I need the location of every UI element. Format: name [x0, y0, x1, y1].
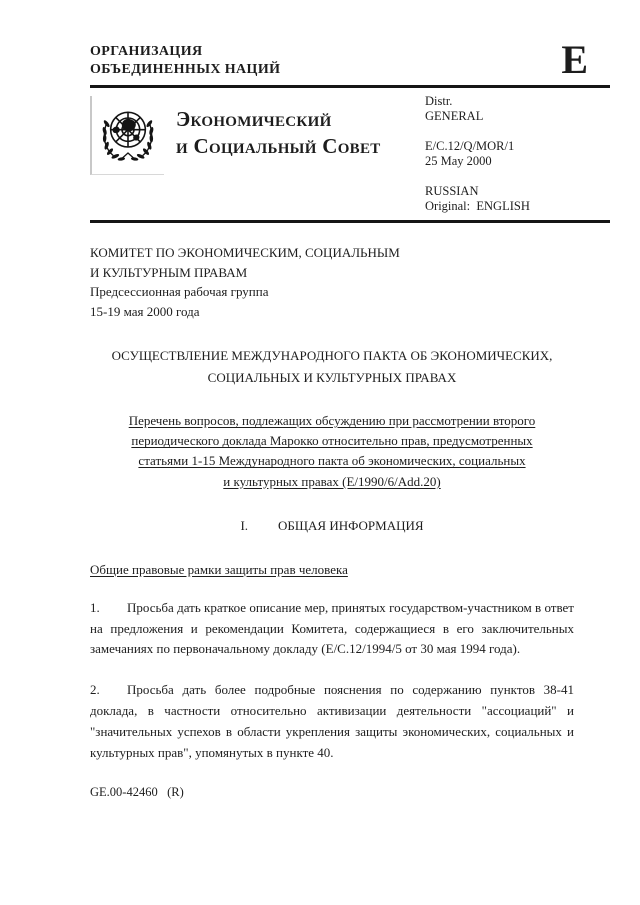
distr-label: Distr.	[425, 94, 453, 108]
document-title	[90, 345, 574, 389]
paragraph-2	[90, 680, 574, 763]
org-name-line2: ОБЪЕДИНЕННЫХ НАЦИЙ	[90, 61, 281, 77]
document-reference: GE.00-42460 (R)	[90, 785, 184, 799]
document-language: RUSSIAN	[425, 184, 479, 198]
committee-line1: КОМИТЕТ ПО ЭКОНОМИЧЕСКИМ, СОЦИАЛЬНЫМ	[90, 245, 400, 260]
un-emblem-icon	[90, 96, 164, 175]
subtitle-line: периодического доклада Марокко относительно прав, предусмотренных	[131, 433, 533, 449]
masthead	[90, 37, 610, 82]
symbol-group	[425, 139, 530, 169]
section-numeral: I.	[240, 517, 249, 533]
org-name	[90, 43, 280, 78]
paragraph-text: Просьба дать более подробные пояснения по содержанию пунктов 38-41 доклада, в частности относительно активизации деятельности "ассоциаций" и "значительных успехов в области укрепления защиты экономических, социальных и культурных прав", упомянутых в пункте 40.	[90, 682, 574, 760]
subtitle-line: Перечень вопросов, подлежащих обсуждению при рассмотрении второго	[128, 413, 536, 429]
subtitle-line: и культурных правах (E/1990/6/Add.20)	[223, 473, 441, 489]
council-name-line2: и Социальный Совет	[176, 133, 381, 158]
divider-bottom	[90, 220, 610, 223]
document-date: 25 May 2000	[425, 154, 492, 168]
session-line: Предсессионная рабочая группа	[90, 284, 269, 299]
distr-group	[425, 94, 530, 124]
paragraph-number: 1.	[90, 599, 100, 615]
distribution-block	[425, 94, 530, 229]
section-subheading: Общие правовые рамки защиты прав человека	[90, 561, 348, 577]
paragraph-text: Просьба дать краткое описание мер, принятых государством-участником в ответ на предложения и рекомендации Комитета, содержащиеся в его заключительных замечаниях по первоначальному докладу (E/C.12/1994/5 от 30 мая 1994 года).	[90, 599, 574, 657]
document-series-letter: E	[561, 37, 588, 82]
section-title: ОБЩАЯ ИНФОРМАЦИЯ	[278, 517, 424, 533]
subtitle-line: статьями 1-15 Международного пакта об экономических, социальных	[138, 453, 526, 469]
original-language: Original: ENGLISH	[425, 199, 530, 213]
committee-block	[90, 243, 610, 321]
document-subtitle	[90, 411, 574, 492]
paragraph-1	[90, 598, 574, 660]
document-title-line1: ОСУЩЕСТВЛЕНИЕ МЕЖДУНАРОДНОГО ПАКТА ОБ ЭКОНОМИЧЕСКИХ,	[111, 348, 553, 363]
document-symbol: E/C.12/Q/MOR/1	[425, 139, 515, 153]
paragraph-number: 2.	[90, 682, 100, 698]
council-name	[176, 106, 381, 160]
distr-value: GENERAL	[425, 109, 484, 123]
document-content	[90, 0, 610, 763]
language-group	[425, 184, 530, 214]
org-name-line1: ОРГАНИЗАЦИЯ	[90, 44, 203, 59]
council-name-line1: Экономический	[176, 107, 332, 131]
section-heading	[90, 518, 574, 534]
committee-line2: И КУЛЬТУРНЫМ ПРАВАМ	[90, 264, 248, 280]
banner-row	[90, 88, 610, 220]
document-title-line2: СОЦИАЛЬНЫХ И КУЛЬТУРНЫХ ПРАВАХ	[207, 370, 457, 386]
session-dates: 15-19 мая 2000 года	[90, 303, 200, 319]
